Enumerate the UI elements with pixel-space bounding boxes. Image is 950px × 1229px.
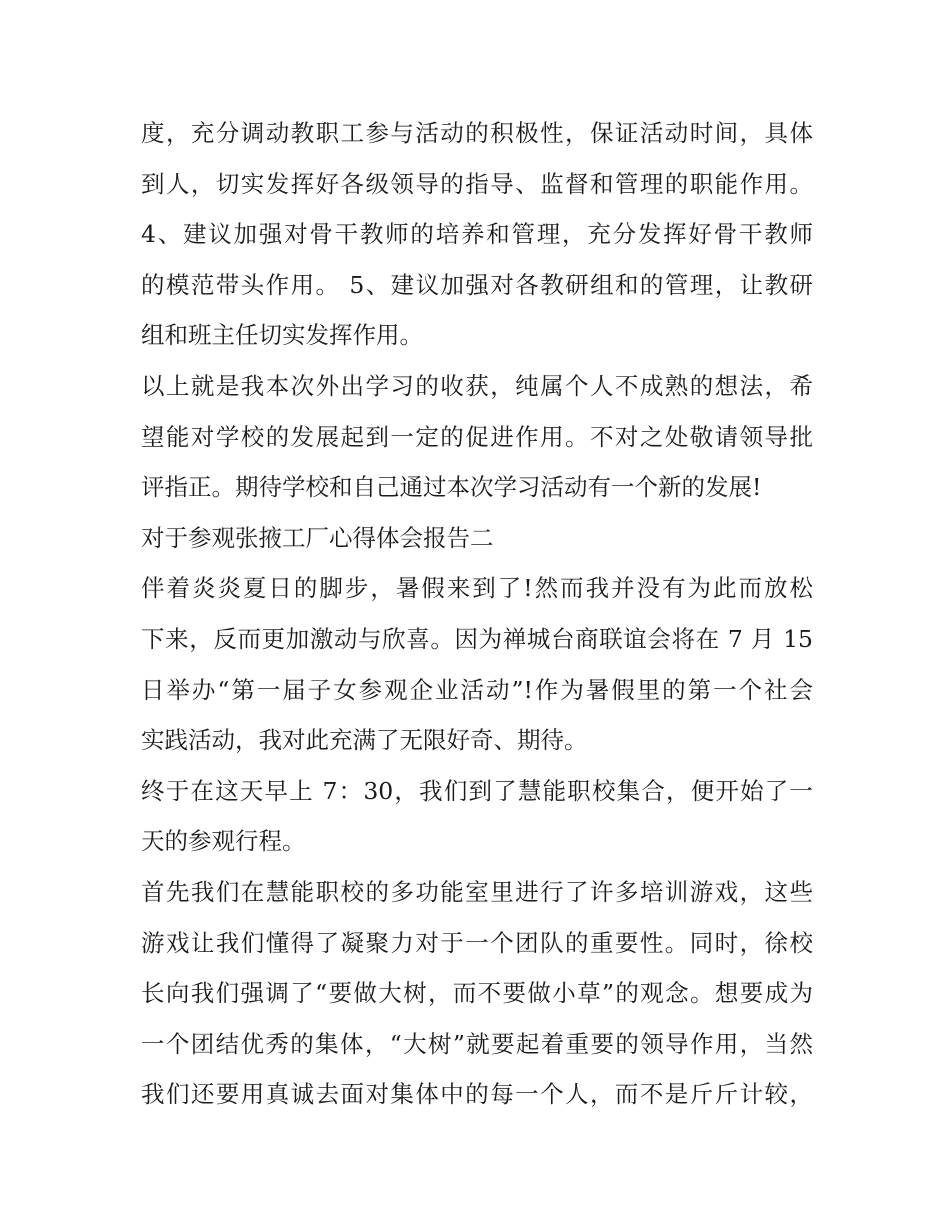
text-line: 4、建议加强对骨干教师的培养和管理，充分发挥好骨干教师: [141, 220, 813, 249]
text-line: 首先我们在慧能职校的多功能室里进行了许多培训游戏，这些: [141, 877, 813, 906]
text-line: 天的参观行程。: [141, 827, 306, 856]
text-line: 度，充分调动教职工参与活动的积极性，保证活动时间，具体: [141, 119, 813, 147]
text-line: 的模范带头作用。 5、建议加强对各教研组和的管理，让教研: [141, 270, 813, 299]
text-line: 长向我们强调了“要做大树，而不要做小草”的观念。想要成为: [141, 979, 813, 1008]
text-line: 实践活动，我对此充满了无限好奇、期待。: [141, 726, 588, 755]
text-line: 伴着炎炎夏日的脚步，暑假来到了!然而我并没有为此而放松: [141, 574, 813, 603]
text-line: 终于在这天早上 7：30，我们到了慧能职校集合，便开始了一: [141, 776, 813, 805]
text-line: 望能对学校的发展起到一定的促进作用。不对之处敬请领导批: [141, 422, 813, 451]
text-line: 组和班主任切实发挥作用。: [141, 321, 423, 350]
text-line: 以上就是我本次外出学习的收获，纯属个人不成熟的想法，希: [141, 371, 813, 400]
text-line: 日举办“第一届子女参观企业活动”!作为暑假里的第一个社会: [141, 675, 813, 704]
document-body: [141, 108, 813, 1120]
text-line: 我们还要用真诚去面对集体中的每一个人，而不是斤斤计较，: [141, 1080, 813, 1109]
text-line: 一个团结优秀的集体，“大树”就要起着重要的领导作用，当然: [141, 1029, 813, 1058]
text-line: 到人，切实发挥好各级领导的指导、监督和管理的职能作用。: [141, 169, 813, 198]
text-line: 评指正。期待学校和自己通过本次学习活动有一个新的发展!: [141, 473, 762, 502]
text-line: 游戏让我们懂得了凝聚力对于一个团队的重要性。同时，徐校: [141, 928, 813, 957]
section-heading: 对于参观张掖工厂心得体会报告二: [141, 523, 494, 552]
text-line: 下来，反而更加激动与欣喜。因为禅城台商联谊会将在 7 月 15: [141, 624, 813, 653]
